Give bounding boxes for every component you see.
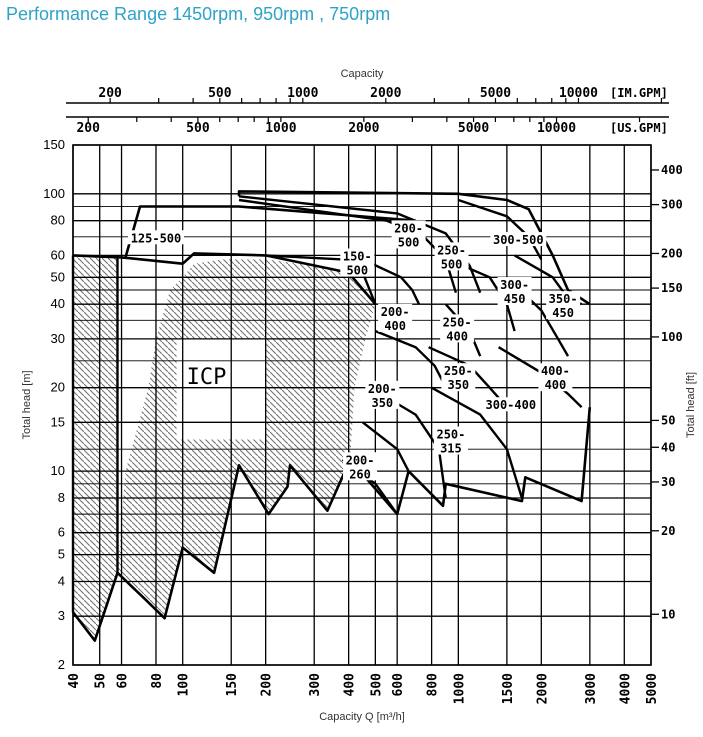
y-tick-label: 100 (43, 185, 65, 201)
y-tick-label: 40 (50, 296, 65, 312)
ft-tick-label: 100 (661, 329, 683, 344)
region-label-icp: ICP (186, 365, 227, 391)
us-gpm-tick-label: 1000 (265, 121, 297, 136)
im-gpm-tick-label: 2000 (370, 86, 402, 101)
x-tick-label: 500 (369, 673, 385, 697)
region-label: 500 (397, 235, 420, 250)
region-label: 125-500 (130, 231, 182, 246)
y-tick-label: 15 (50, 414, 65, 430)
region-label: 350 (371, 395, 394, 410)
x-tick-label: 4000 (618, 673, 634, 705)
ft-tick-label: 400 (661, 162, 683, 177)
top-axis-title: Capacity (340, 68, 384, 80)
region-label: 250- (436, 427, 466, 442)
region-label: 250- (443, 364, 473, 379)
y-tick-label: 4 (57, 573, 65, 589)
x-tick-label: 200 (259, 673, 275, 697)
us-gpm-tick-label: 2000 (348, 121, 380, 136)
region-label: 500 (440, 257, 463, 272)
im-gpm-tick-label: 5000 (479, 86, 512, 101)
x-tick-label: 100 (176, 673, 192, 697)
y-tick-label: 2 (57, 657, 65, 672)
x-tick-label: 300 (308, 673, 324, 697)
y-tick-label: 5 (57, 546, 65, 562)
y-axis-title: Total head [m] (21, 370, 33, 440)
region-label: 450 (503, 292, 526, 307)
region-label: 300-500 (492, 233, 544, 248)
page-title: Performance Range 1450rpm, 950rpm , 750rpm (6, 4, 391, 24)
region-label: 350- (548, 292, 578, 307)
x-tick-label: 150 (225, 673, 241, 697)
im-gpm-tick-label: 200 (98, 86, 122, 101)
region-label: 300-400 (485, 398, 537, 413)
us-gpm-tick-label: 500 (186, 121, 210, 136)
region-label: 400 (544, 378, 567, 393)
x-tick-label: 1500 (500, 673, 516, 705)
region-label: 400- (540, 364, 570, 379)
y-tick-label: 6 (57, 524, 65, 540)
y-tick-label: 8 (57, 490, 65, 506)
x-tick-label: 3000 (583, 673, 599, 705)
region-label: 200- (367, 381, 397, 396)
x-tick-label: 400 (342, 673, 358, 697)
ft-tick-label: 30 (661, 474, 676, 489)
y-tick-label: 50 (50, 269, 65, 285)
region-label: 150- (342, 249, 372, 264)
y-tick-label: 30 (50, 330, 65, 346)
region-label: 250- (442, 315, 472, 330)
us-gpm-tick-label: 10000 (536, 121, 577, 136)
ft-tick-label: 40 (661, 440, 676, 455)
x-tick-label: 5000 (645, 673, 660, 705)
im-gpm-unit-label: [IM.GPM] (610, 86, 668, 100)
region-label: 250- (437, 243, 467, 258)
x-tick-label: 1000 (452, 673, 468, 705)
region-label: 300- (500, 278, 530, 293)
y-axis-right-title: Total head [ft] (685, 371, 697, 439)
us-gpm-tick-label: 200 (76, 121, 100, 136)
region-label: 200- (345, 453, 375, 468)
ft-tick-label: 300 (661, 197, 683, 212)
ft-tick-label: 10 (661, 607, 676, 622)
region-label: 200- (394, 221, 424, 236)
region-label: 350 (447, 378, 470, 393)
y-tick-label: 10 (50, 463, 65, 479)
y-tick-label: 60 (50, 247, 65, 263)
us-gpm-tick-label: 5000 (457, 121, 490, 136)
ft-tick-label: 150 (661, 281, 683, 296)
region-label: 400 (384, 318, 407, 333)
region-label: 260 (349, 467, 371, 482)
x-axis-title: Capacity Q [m³/h] (319, 711, 405, 723)
x-tick-label: 60 (115, 673, 131, 689)
y-tick-label: 150 (43, 137, 65, 152)
x-tick-label: 50 (93, 673, 109, 689)
x-tick-label: 40 (67, 673, 82, 689)
us-gpm-unit-label: [US.GPM] (610, 121, 668, 135)
region-label: 315 (440, 441, 462, 456)
y-tick-label: 20 (50, 379, 65, 395)
im-gpm-tick-label: 500 (208, 86, 232, 101)
y-tick-label: 3 (57, 608, 65, 624)
x-tick-label: 2000 (535, 673, 551, 705)
region-label: 500 (346, 263, 369, 278)
im-gpm-tick-label: 1000 (287, 86, 319, 101)
x-tick-label: 80 (149, 673, 165, 689)
x-tick-label: 800 (425, 673, 441, 697)
ft-tick-label: 200 (661, 246, 683, 261)
region-label: 400 (446, 329, 468, 344)
region-label: 200- (380, 304, 410, 319)
ft-tick-label: 20 (661, 523, 676, 538)
region-label: 450 (552, 306, 574, 321)
ft-tick-label: 50 (661, 413, 676, 428)
x-tick-label: 600 (391, 673, 407, 697)
im-gpm-tick-label: 10000 (558, 86, 599, 101)
y-tick-label: 80 (50, 212, 65, 228)
